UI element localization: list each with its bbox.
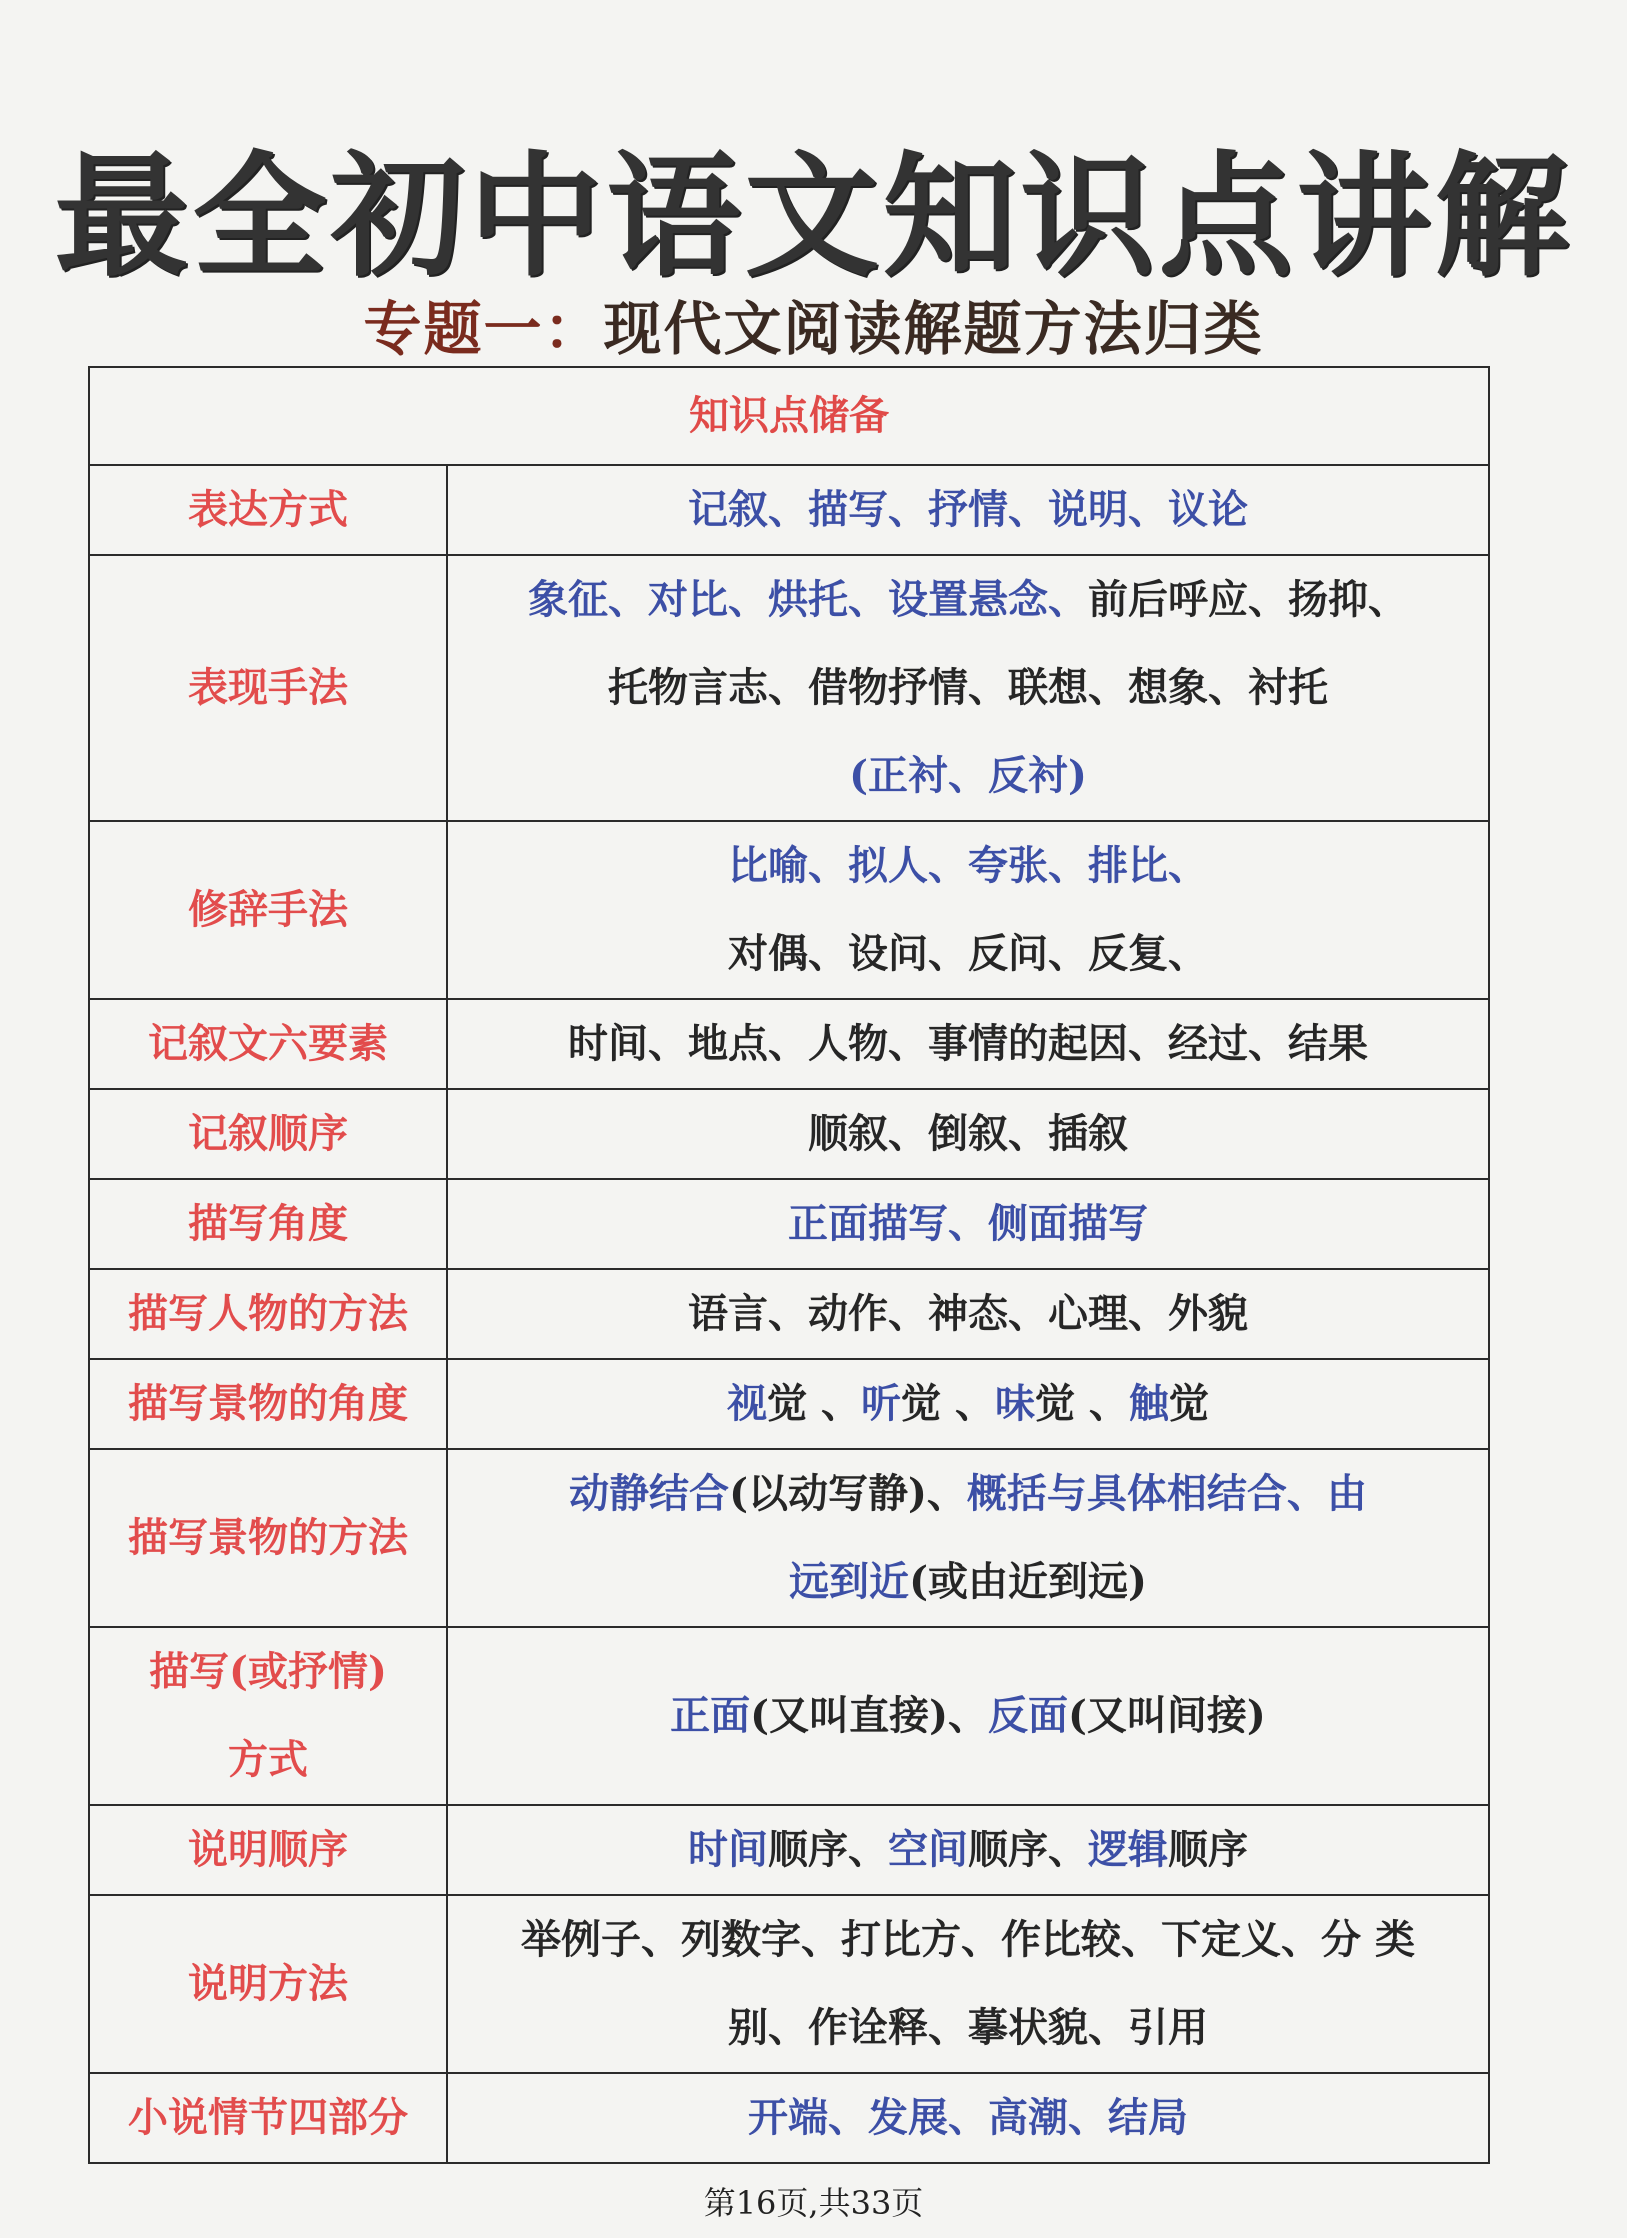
highlight-term: 动静结合: [569, 1470, 730, 1517]
row-content: [447, 1179, 1489, 1269]
content-line: [460, 2074, 1476, 2162]
highlight-term: 正面: [670, 1692, 751, 1739]
table-row: [89, 1627, 1489, 1805]
plain-term: (又叫直接)、: [750, 1692, 988, 1739]
row-content: [447, 1359, 1489, 1449]
table-row: [89, 1179, 1489, 1269]
row-content: [447, 2073, 1489, 2163]
row-content: [447, 555, 1489, 821]
subtitle-prefix: 专题一：: [363, 295, 604, 363]
content-line: [460, 556, 1476, 644]
row-label-line: 说明顺序: [188, 1826, 348, 1873]
row-label-line: 描写景物的方法: [128, 1514, 408, 1561]
plain-term: (又叫间接): [1068, 1692, 1266, 1739]
row-content: [447, 1089, 1489, 1179]
highlight-term: 远到近: [789, 1558, 910, 1605]
table-header: 知识点储备: [89, 367, 1489, 465]
plain-term: 觉: [1168, 1380, 1209, 1427]
highlight-term: 象征、对比、烘托、设置悬念、: [528, 576, 1088, 623]
highlight-term: 听: [861, 1380, 902, 1427]
plain-term: 顺叙、倒叙、插叙: [808, 1110, 1128, 1157]
plain-term: 托物言志、借物抒情、联想、想象、衬托: [608, 664, 1328, 711]
content-line: [460, 822, 1476, 910]
table-row: [89, 1449, 1489, 1627]
content-line: [460, 1270, 1476, 1358]
row-label: [89, 1449, 447, 1627]
row-label-line: 说明方法: [188, 1960, 348, 2007]
row-content: [447, 1895, 1489, 2073]
content-line: [460, 1538, 1476, 1626]
highlight-term: 视: [727, 1380, 768, 1427]
row-label: [89, 999, 447, 1089]
row-label-line: 描写景物的角度: [128, 1380, 408, 1427]
row-content: [447, 821, 1489, 999]
highlight-term: (正衬、反衬): [849, 752, 1087, 799]
page-footer: 第16页,共33页: [703, 2184, 924, 2222]
page-subtitle: [0, 282, 1627, 366]
highlight-term: 空间: [888, 1826, 968, 1873]
row-label: [89, 1179, 447, 1269]
row-label-line: 小说情节四部分: [128, 2094, 408, 2141]
highlight-term: 时间: [688, 1826, 768, 1873]
row-label-line: 表现手法: [188, 664, 348, 711]
content-line: [460, 910, 1476, 998]
content-line: [460, 1896, 1476, 1984]
row-content: [447, 1269, 1489, 1359]
plain-term: 顺序: [1168, 1826, 1248, 1873]
content-line: [460, 1000, 1476, 1088]
row-label-line: 表达方式: [188, 486, 348, 533]
content-line: [460, 1090, 1476, 1178]
row-label: [89, 465, 447, 555]
table-row: [89, 1805, 1489, 1895]
highlight-term: 反面: [988, 1692, 1068, 1739]
plain-term: 觉 、: [767, 1380, 862, 1427]
row-label-line: 修辞手法: [188, 886, 348, 933]
row-label: [89, 2073, 447, 2163]
highlight-term: 逻辑: [1088, 1826, 1168, 1873]
row-label: [89, 1359, 447, 1449]
content-line: [460, 1984, 1476, 2072]
table-row: [89, 1269, 1489, 1359]
table-header-row: [89, 367, 1489, 465]
plain-term: (以动写静)、: [729, 1470, 967, 1517]
plain-term: 时间、地点、人物、事情的起因、经过、结果: [568, 1020, 1368, 1067]
content-line: [460, 1450, 1476, 1538]
subtitle-main: 现代文阅读解题方法归类: [603, 295, 1264, 363]
plain-term: 顺序、: [968, 1826, 1088, 1873]
highlight-term: 味: [994, 1380, 1035, 1427]
row-label: [89, 555, 447, 821]
plain-term: 觉 、: [1034, 1380, 1129, 1427]
table-row: [89, 1359, 1489, 1449]
page-title: 最全初中语文知识点讲解: [54, 139, 1573, 295]
plain-term: 举例子、列数字、打比方、作比较、下定义、分 类: [521, 1916, 1415, 1963]
row-label: [89, 1089, 447, 1179]
row-label: [89, 1627, 447, 1805]
row-label-line: 记叙文六要素: [148, 1020, 388, 1067]
row-content: [447, 999, 1489, 1089]
content-line: [460, 1360, 1476, 1448]
row-label: [89, 1269, 447, 1359]
row-content: [447, 465, 1489, 555]
highlight-term: 开端、发展、高潮、结局: [748, 2094, 1188, 2141]
highlight-term: 触: [1128, 1380, 1169, 1427]
highlight-term: 概括与具体相结合、由: [966, 1470, 1367, 1517]
content-line: [460, 1180, 1476, 1268]
highlight-term: 比喻、拟人、夸张、排比、: [728, 842, 1208, 889]
row-label-line: 描写(或抒情): [149, 1648, 387, 1695]
row-content: [447, 1449, 1489, 1627]
knowledge-table: [88, 366, 1490, 2164]
content-line: [460, 644, 1476, 732]
row-label-line: 记叙顺序: [188, 1110, 348, 1157]
plain-term: 语言、动作、神态、心理、外貌: [688, 1290, 1248, 1337]
row-label: [89, 1895, 447, 2073]
plain-term: 顺序、: [768, 1826, 888, 1873]
plain-term: 前后呼应、扬抑、: [1088, 576, 1408, 623]
row-content: [447, 1805, 1489, 1895]
row-label-line: 方式: [228, 1736, 308, 1783]
plain-term: 觉 、: [901, 1380, 995, 1427]
row-label: [89, 1805, 447, 1895]
table-row: [89, 821, 1489, 999]
highlight-term: 正面描写、侧面描写: [788, 1200, 1148, 1247]
content-line: [460, 732, 1476, 820]
table-row: [89, 999, 1489, 1089]
plain-term: (或由近到远): [909, 1558, 1147, 1605]
table-row: [89, 1089, 1489, 1179]
row-label: [89, 821, 447, 999]
table-row: [89, 1895, 1489, 2073]
plain-term: 别、作诠释、摹状貌、引用: [728, 2004, 1208, 2051]
highlight-term: 记叙、描写、抒情、说明、议论: [688, 486, 1248, 533]
content-line: [460, 466, 1476, 554]
row-label-line: 描写角度: [188, 1200, 348, 1247]
content-line: [460, 1806, 1476, 1894]
row-label-line: 描写人物的方法: [128, 1290, 408, 1337]
table-row: [89, 465, 1489, 555]
table-row: [89, 555, 1489, 821]
table-row: [89, 2073, 1489, 2163]
content-line: [460, 1672, 1476, 1760]
row-content: [447, 1627, 1489, 1805]
plain-term: 对偶、设问、反问、反复、: [728, 930, 1208, 977]
